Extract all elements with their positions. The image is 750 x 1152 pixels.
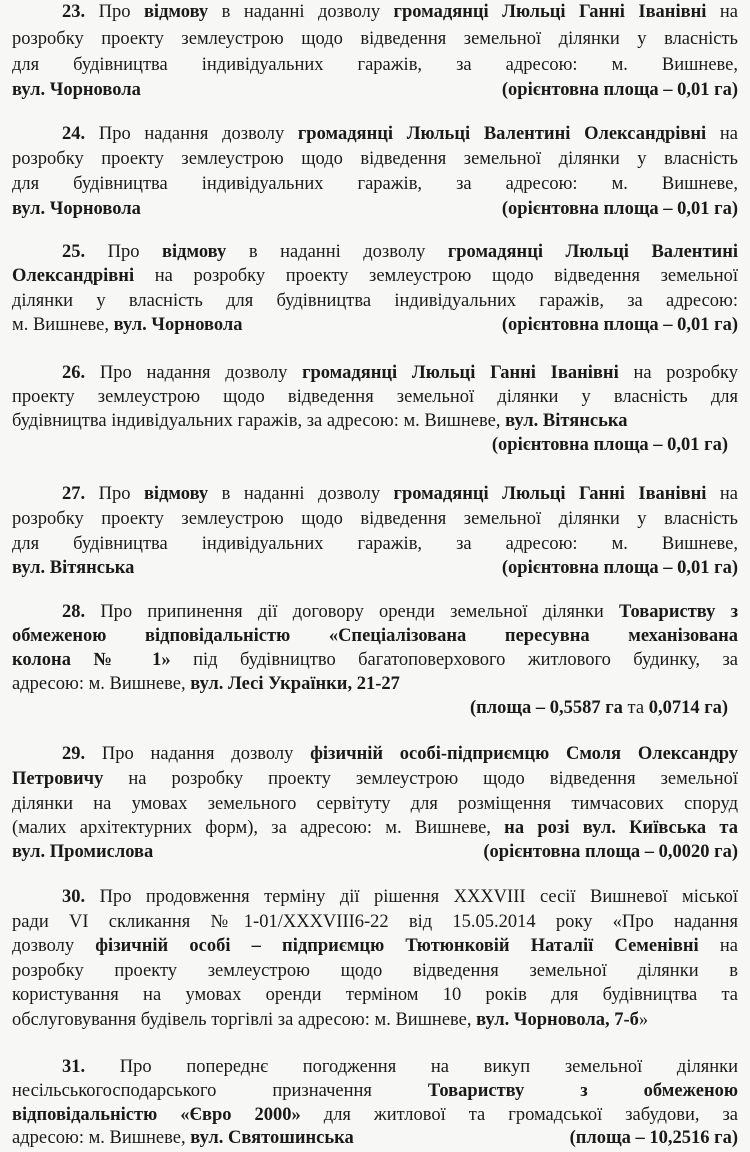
item-26-line-1: 26. Про надання дозволу громадянці Люльці Ганні Іванівні на розробку [62, 363, 738, 383]
item-30-line-2: ради VI скликання №1-01/XXXVIII6-22 від 15.05.2014 року «Про надання [12, 912, 738, 932]
item-25-line-4: м. Вишневе, вул. Чорновола (орієнтовна площа – 0,01 га) [12, 315, 738, 335]
item-28-line-4: адресою: м. Вишневе, вул. Лесі Українки, 21-27 [12, 674, 400, 694]
item-31-line-1: 31. Про попереднє погодження на викуп земельної ділянки [62, 1057, 738, 1077]
item-25-line-1: 25. Про відмову в наданні дозволу громадянці Люльці Валентині [62, 242, 739, 262]
item-28-area: (площа – 0,5587 га та 0,0714 га) [469, 698, 728, 718]
item-30-line-6: обслуговування будівель торгівлі за адресою: м. Вишневе, вул. Чорновола, 7-б» [12, 1010, 649, 1030]
item-26-line-3: будівництва індивідуальних гаражів, за адресою: м. Вишневе, вул. Вітянська [12, 411, 628, 431]
item-27-line-3: для будівництва індивідуальних гаражів, за адресою: м. Вишневе, [12, 534, 738, 554]
item-31-line-2: несільськогосподарського призначення Товариству з обмеженою [12, 1081, 738, 1101]
item-30-line-4: розробку проекту землеустрою щодо відведення земельної ділянки в [12, 961, 738, 981]
item-26-area: (орієнтовна площа – 0,01 га) [491, 435, 728, 455]
item-28-line-2: обмеженою відповідальністю «Спеціалізована пересувна механізована [12, 626, 738, 646]
item-24-line-2: розробку проекту землеустрою щодо відведення земельної ділянки у власність [12, 149, 738, 169]
item-24-line-4: вул. Чорновола (орієнтовна площа – 0,01 га) [12, 199, 738, 219]
item-23-line-4: вул. Чорновола (орієнтовна площа – 0,01 га) [12, 80, 738, 100]
item-25-line-3: ділянки у власність для будівництва індивідуальних гаражів, за адресою: [12, 291, 738, 311]
item-31-line-4: адресою: м. Вишневе, вул. Святошинська (площа – 10,2516 га) [12, 1128, 738, 1148]
item-29-line-4: (малих архітектурних форм), за адресою: м. Вишневе, на розі вул. Київська та [12, 818, 738, 838]
item-24-line-3: для будівництва індивідуальних гаражів, за адресою: м. Вишневе, [12, 174, 738, 194]
item-26-line-2: проекту землеустрою щодо відведення земельної ділянки у власність для [12, 387, 738, 407]
item-24-line-1: 24. Про надання дозволу громадянці Люльці Валентині Олександрівні на [62, 124, 738, 144]
item-31-line-3: відповідальністю «Євро 2000» для житлової та громадської забудови, за [12, 1105, 738, 1125]
item-29-line-5: вул. Промислова (орієнтовна площа – 0,0020 га) [12, 842, 738, 862]
item-30-line-1: 30. Про продовження терміну дії рішення XXXVIII сесії Вишневої міської [62, 887, 738, 907]
item-28-line-1: 28. Про припинення дії договору оренди земельної ділянки Товариству з [62, 602, 739, 622]
item-29-line-2: Петровичу на розробку проекту землеустрою щодо відведення земельної [12, 769, 738, 789]
item-30-line-5: користування на умовах оренди терміном 10 років для будівництва та [12, 985, 738, 1005]
item-29-line-1: 29. Про надання дозволу фізичній особі-підприємцю Смоля Олександру [62, 744, 738, 764]
item-30-line-3: дозволу фізичній особі – підприємцю Тютюнковій Наталії Семенівні на [12, 936, 738, 956]
item-23-line-3: для будівництва індивідуальних гаражів, за адресою: м. Вишневе, [12, 55, 738, 75]
item-23-line-1: 23. Про відмову в наданні дозволу громадянці Люльці Ганні Іванівні на [62, 2, 738, 22]
item-25-line-2: Олександрівні на розробку проекту землеустрою щодо відведення земельної [12, 266, 738, 286]
item-27-line-1: 27. Про відмову в наданні дозволу громадянці Люльці Ганні Іванівні на [62, 484, 738, 504]
item-29-line-3: ділянки на умовах земельного сервітуту для розміщення тимчасових споруд [12, 794, 738, 814]
item-28-line-3: колона № 1» під будівництво багатоповерхового житлового будинку, за [12, 650, 738, 670]
item-23-line-2: розробку проекту землеустрою щодо відведення земельної ділянки у власність [12, 29, 738, 49]
item-27-line-2: розробку проекту землеустрою щодо відведення земельної ділянки у власність [12, 509, 738, 529]
item-27-line-4: вул. Вітянська (орієнтовна площа – 0,01 га) [12, 558, 738, 578]
